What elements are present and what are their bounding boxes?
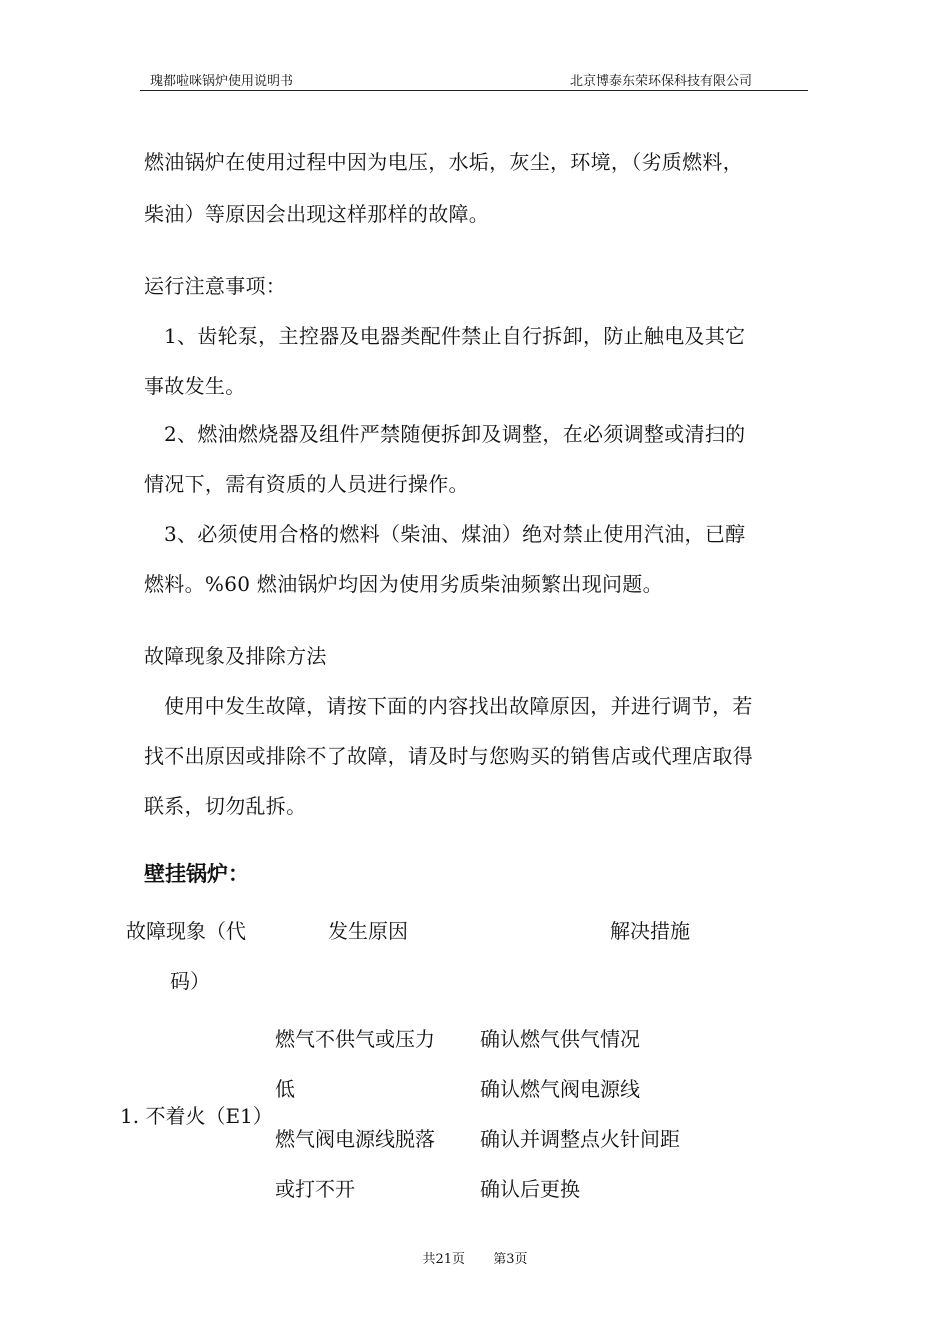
row1-cause-line: 燃气不供气或压力 bbox=[275, 1027, 435, 1051]
row1-cause-line: 或打不开 bbox=[275, 1177, 355, 1201]
symptom-column-header-cont: 码） bbox=[170, 969, 210, 993]
intro-line-2: 柴油）等原因会出现这样那样的故障。 bbox=[144, 202, 490, 226]
current-page: 第3页 bbox=[493, 1252, 528, 1267]
symptom-column-header: 故障现象（代 bbox=[126, 919, 246, 943]
note-3-line-1: 3、必须使用合格的燃料（柴油、煤油）绝对禁止使用汽油，已醇 bbox=[164, 522, 746, 546]
note-2-line-1: 2、燃油燃烧器及组件严禁随便拆卸及调整，在必须调整或清扫的 bbox=[164, 422, 746, 446]
header-manual-title: 瑰都啦咪锅炉使用说明书 bbox=[150, 74, 294, 89]
row1-solution-line: 确认燃气阀电源线 bbox=[480, 1077, 640, 1101]
page-footer bbox=[0, 1248, 950, 1267]
total-pages: 共21页 bbox=[422, 1252, 466, 1267]
row1-cause-line: 燃气阀电源线脱落 bbox=[275, 1127, 435, 1151]
row1-solution-line: 确认燃气供气情况 bbox=[480, 1027, 640, 1051]
note-2-line-2: 情况下，需有资质的人员进行操作。 bbox=[144, 472, 469, 496]
note-1-line-1: 1、齿轮泵，主控器及电器类配件禁止自行拆卸，防止触电及其它 bbox=[164, 324, 746, 348]
fault-section-title: 故障现象及排除方法 bbox=[144, 644, 327, 668]
fault-text-line-2: 找不出原因或排除不了故障，请及时与您购买的销售店或代理店取得 bbox=[144, 744, 753, 768]
note-3-line-2: 燃料。%60 燃油锅炉均因为使用劣质柴油频繁出现问题。 bbox=[144, 572, 663, 596]
note-1-line-2: 事故发生。 bbox=[144, 374, 246, 398]
row1-symptom: 1. 不着火（E1） bbox=[120, 1104, 273, 1128]
solution-column-header: 解决措施 bbox=[610, 919, 690, 943]
row1-solution-line: 确认后更换 bbox=[480, 1177, 580, 1201]
cause-column-header: 发生原因 bbox=[328, 919, 408, 943]
header-company-name: 北京博泰东荣环保科技有限公司 bbox=[569, 74, 752, 89]
fault-text-line-3: 联系，切勿乱拆。 bbox=[144, 794, 307, 818]
notes-title: 运行注意事项： bbox=[144, 274, 287, 298]
row1-solution-line: 确认并调整点火针间距 bbox=[480, 1127, 680, 1151]
intro-line-1: 燃油锅炉在使用过程中因为电压，水垢，灰尘，环境，（劣质燃料， bbox=[144, 150, 743, 174]
wall-boiler-heading: 壁挂锅炉： bbox=[144, 862, 249, 886]
fault-text-line-1: 使用中发生故障，请按下面的内容找出故障原因，并进行调节，若 bbox=[164, 694, 753, 718]
page-header bbox=[140, 68, 808, 91]
row1-cause-line: 低 bbox=[275, 1077, 295, 1101]
